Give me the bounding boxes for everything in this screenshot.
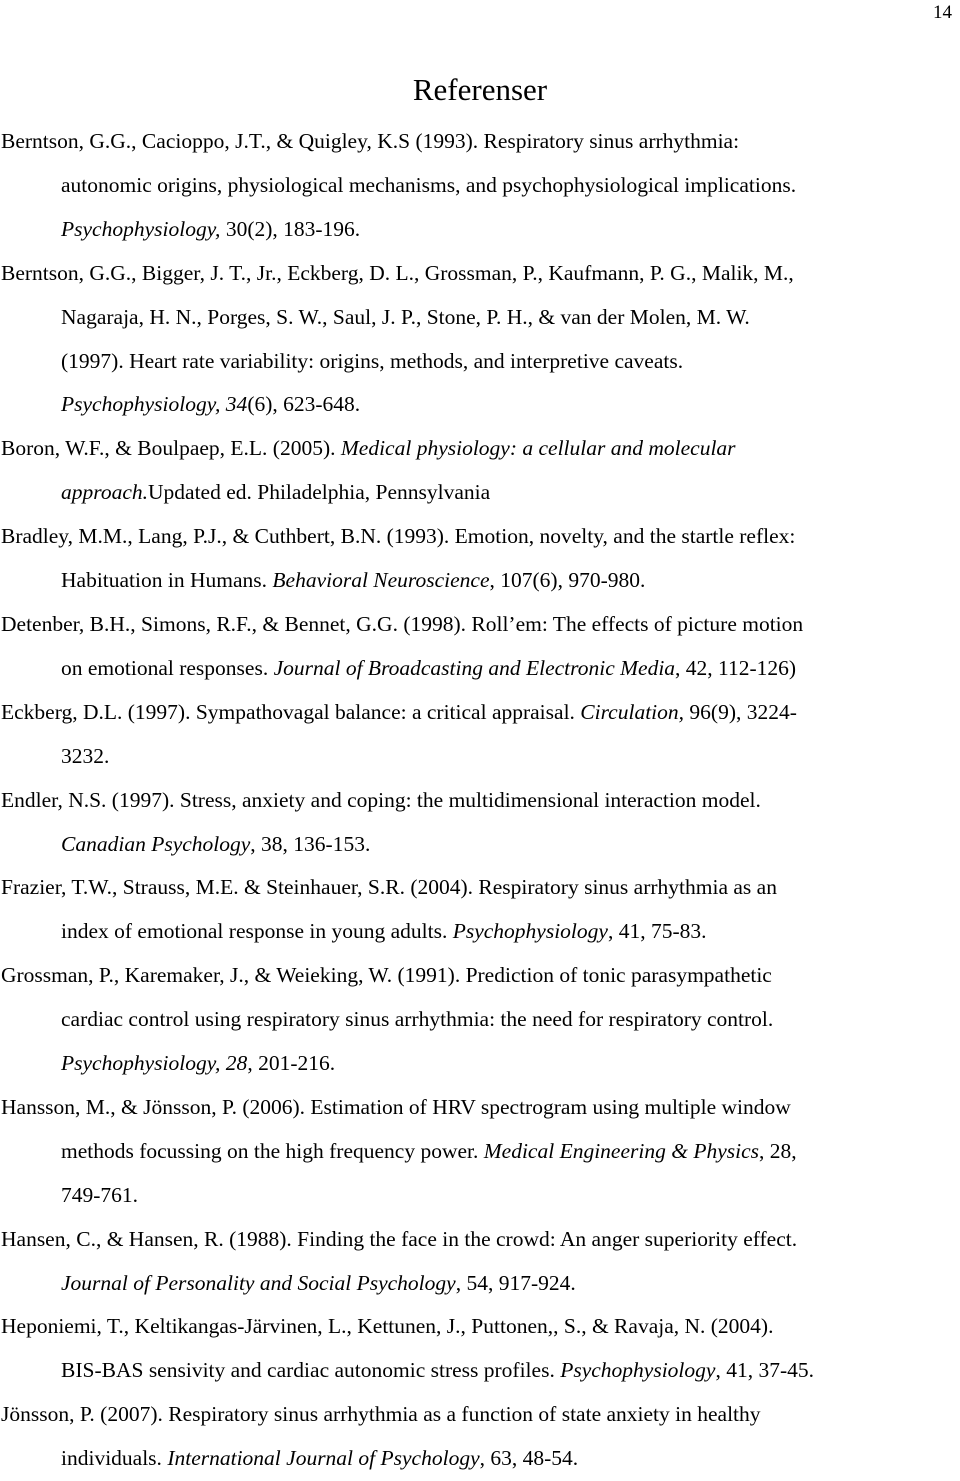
reference-text-segment: Frazier, T.W., Strauss, M.E. & Steinhauer, S.R. (2004). Respiratory sinus arrhythmia as an	[1, 875, 777, 900]
reference-line	[1, 1393, 956, 1437]
reference-text-segment: , 54, 917-924.	[455, 1270, 576, 1295]
reference-text-segment: cardiac control using respiratory sinus arrhythmia: the need for respiratory control.	[61, 1007, 774, 1032]
reference-line	[1, 559, 956, 603]
reference-line	[1, 647, 956, 691]
reference-text-segment: autonomic origins, physiological mechanisms, and psychophysiological implications.	[61, 172, 797, 197]
reference-line	[1, 1130, 956, 1174]
reference-title-segment: Circulation,	[580, 699, 685, 724]
reference-line	[1, 252, 956, 296]
reference-line	[1, 823, 956, 867]
reference-text-segment: , 38, 136-153.	[250, 831, 371, 856]
reference-entry	[1, 954, 956, 1086]
reference-line	[1, 1086, 956, 1130]
reference-text-segment: individuals.	[61, 1446, 168, 1471]
reference-line	[1, 120, 956, 164]
page-title: Referenser	[412, 72, 548, 107]
reference-line	[1, 1349, 956, 1393]
reference-text-segment: Nagaraja, H. N., Porges, S. W., Saul, J. P., Stone, P. H., & van der Molen, M. W.	[61, 304, 750, 329]
reference-text-segment: 30(2), 183-196.	[220, 216, 361, 241]
reference-text-segment: Endler, N.S. (1997). Stress, anxiety and coping: the multidimensional interaction model.	[1, 787, 761, 812]
reference-text-segment: , 107(6), 970-980.	[489, 568, 646, 593]
reference-entry	[1, 252, 956, 428]
reference-text-segment: Hansen, C., & Hansen, R. (1988). Finding the face in the crowd: An anger superiority effect.	[1, 1226, 798, 1251]
reference-line	[1, 383, 956, 427]
reference-title-segment: approach.	[61, 480, 148, 505]
reference-line	[1, 954, 956, 998]
reference-entry	[1, 427, 956, 515]
reference-text-segment: (6), 623-648.	[247, 392, 361, 417]
reference-line	[1, 427, 956, 471]
reference-text-segment: 3232.	[61, 743, 110, 768]
reference-line	[1, 910, 956, 954]
reference-text-segment: 749-761.	[61, 1182, 139, 1207]
reference-title-segment: Psychophysiology, 34	[61, 392, 248, 417]
reference-text-segment: Heponiemi, T., Keltikangas-Järvinen, L., Kettunen, J., Puttonen,, S., & Ravaja, N. (2004).	[1, 1314, 774, 1339]
reference-entry	[1, 120, 956, 252]
reference-entry	[1, 1086, 956, 1218]
reference-text-segment: , 28,	[759, 1138, 797, 1163]
reference-line	[1, 208, 956, 252]
reference-line	[1, 164, 956, 208]
reference-text-segment: Habituation in Humans.	[61, 568, 273, 593]
reference-title-segment: Medical Engineering & Physics	[483, 1138, 759, 1163]
reference-line	[1, 515, 956, 559]
reference-title-segment: Medical physiology: a cellular and molecular	[340, 436, 736, 461]
reference-text-segment: Grossman, P., Karemaker, J., & Weieking, W. (1991). Prediction of tonic parasympathetic	[1, 963, 772, 988]
reference-line	[1, 1437, 956, 1481]
reference-entry	[1, 1218, 956, 1306]
reference-text-segment: BIS-BAS sensivity and cardiac autonomic stress profiles.	[61, 1358, 561, 1383]
reference-text-segment: , 63, 48-54.	[479, 1446, 579, 1471]
reference-text-segment: Detenber, B.H., Simons, R.F., & Bennet, G.G. (1998). Roll’em: The effects of picture motion	[1, 611, 804, 636]
reference-line	[1, 691, 956, 735]
reference-title-segment: Psychophysiology, 28	[61, 1051, 248, 1076]
reference-line	[1, 1042, 956, 1086]
reference-line	[1, 1305, 956, 1349]
reference-text-segment: Boron, W.F., & Boulpaep, E.L. (2005).	[1, 436, 341, 461]
reference-title-segment: Canadian Psychology	[61, 831, 251, 856]
reference-text-segment: Bradley, M.M., Lang, P.J., & Cuthbert, B.N. (1993). Emotion, novelty, and the startle reflex:	[1, 524, 796, 549]
reference-text-segment: Eckberg, D.L. (1997). Sympathovagal balance: a critical appraisal.	[1, 699, 581, 724]
reference-line	[1, 1262, 956, 1306]
reference-text-segment: index of emotional response in young adults.	[61, 919, 453, 944]
page-number: 14	[933, 2, 952, 23]
reference-title-segment: Psychophysiology	[452, 919, 608, 944]
reference-entry	[1, 779, 956, 867]
reference-line	[1, 340, 956, 384]
reference-text-segment: , 41, 75-83.	[607, 919, 707, 944]
reference-text-segment: Berntson, G.G., Bigger, J. T., Jr., Eckberg, D. L., Grossman, P., Kaufmann, P. G., Malik, M.,	[1, 260, 794, 285]
reference-text-segment: Hansson, M., & Jönsson, P. (2006). Estimation of HRV spectrogram using multiple window	[1, 1094, 791, 1119]
reference-entry	[1, 1393, 956, 1481]
reference-title-segment: Psychophysiology	[560, 1358, 716, 1383]
reference-text-segment: Berntson, G.G., Cacioppo, J.T., & Quigley, K.S (1993). Respiratory sinus arrhythmia:	[1, 129, 740, 153]
reference-title-segment: Behavioral Neuroscience	[272, 568, 490, 593]
reference-title-segment: Psychophysiology,	[61, 216, 221, 241]
reference-line	[1, 603, 956, 647]
reference-text-segment: , 42, 112-126)	[675, 655, 797, 680]
reference-line	[1, 1174, 956, 1218]
reference-line	[1, 866, 956, 910]
reference-line	[1, 779, 956, 823]
reference-line	[1, 998, 956, 1042]
reference-entry	[1, 691, 956, 779]
reference-entry	[1, 866, 956, 954]
reference-text-segment: methods focussing on the high frequency power.	[61, 1138, 484, 1163]
reference-line	[1, 735, 956, 779]
reference-line	[1, 471, 956, 515]
reference-entry	[1, 515, 956, 603]
reference-text-segment: on emotional responses.	[61, 655, 274, 680]
reference-title-segment: International Journal of Psychology	[167, 1446, 480, 1471]
reference-text-segment: , 201-216.	[247, 1051, 336, 1076]
reference-text-segment: , 41, 37-45.	[715, 1358, 814, 1383]
reference-text-segment: Updated ed. Philadelphia, Pennsylvania	[148, 480, 491, 505]
reference-text-segment: Jönsson, P. (2007). Respiratory sinus arrhythmia as a function of state anxiety in healthy	[1, 1402, 761, 1427]
reference-title-segment: Journal of Broadcasting and Electronic Media	[273, 655, 676, 680]
reference-text-segment: (1997). Heart rate variability: origins, methods, and interpretive caveats.	[61, 348, 684, 373]
reference-list	[1, 120, 956, 1481]
reference-line	[1, 296, 956, 340]
reference-entry	[1, 1305, 956, 1393]
reference-entry	[1, 603, 956, 691]
reference-title-segment: Journal of Personality and Social Psychology	[61, 1270, 456, 1295]
reference-text-segment: 96(9), 3224-	[684, 699, 797, 724]
reference-line	[1, 1218, 956, 1262]
